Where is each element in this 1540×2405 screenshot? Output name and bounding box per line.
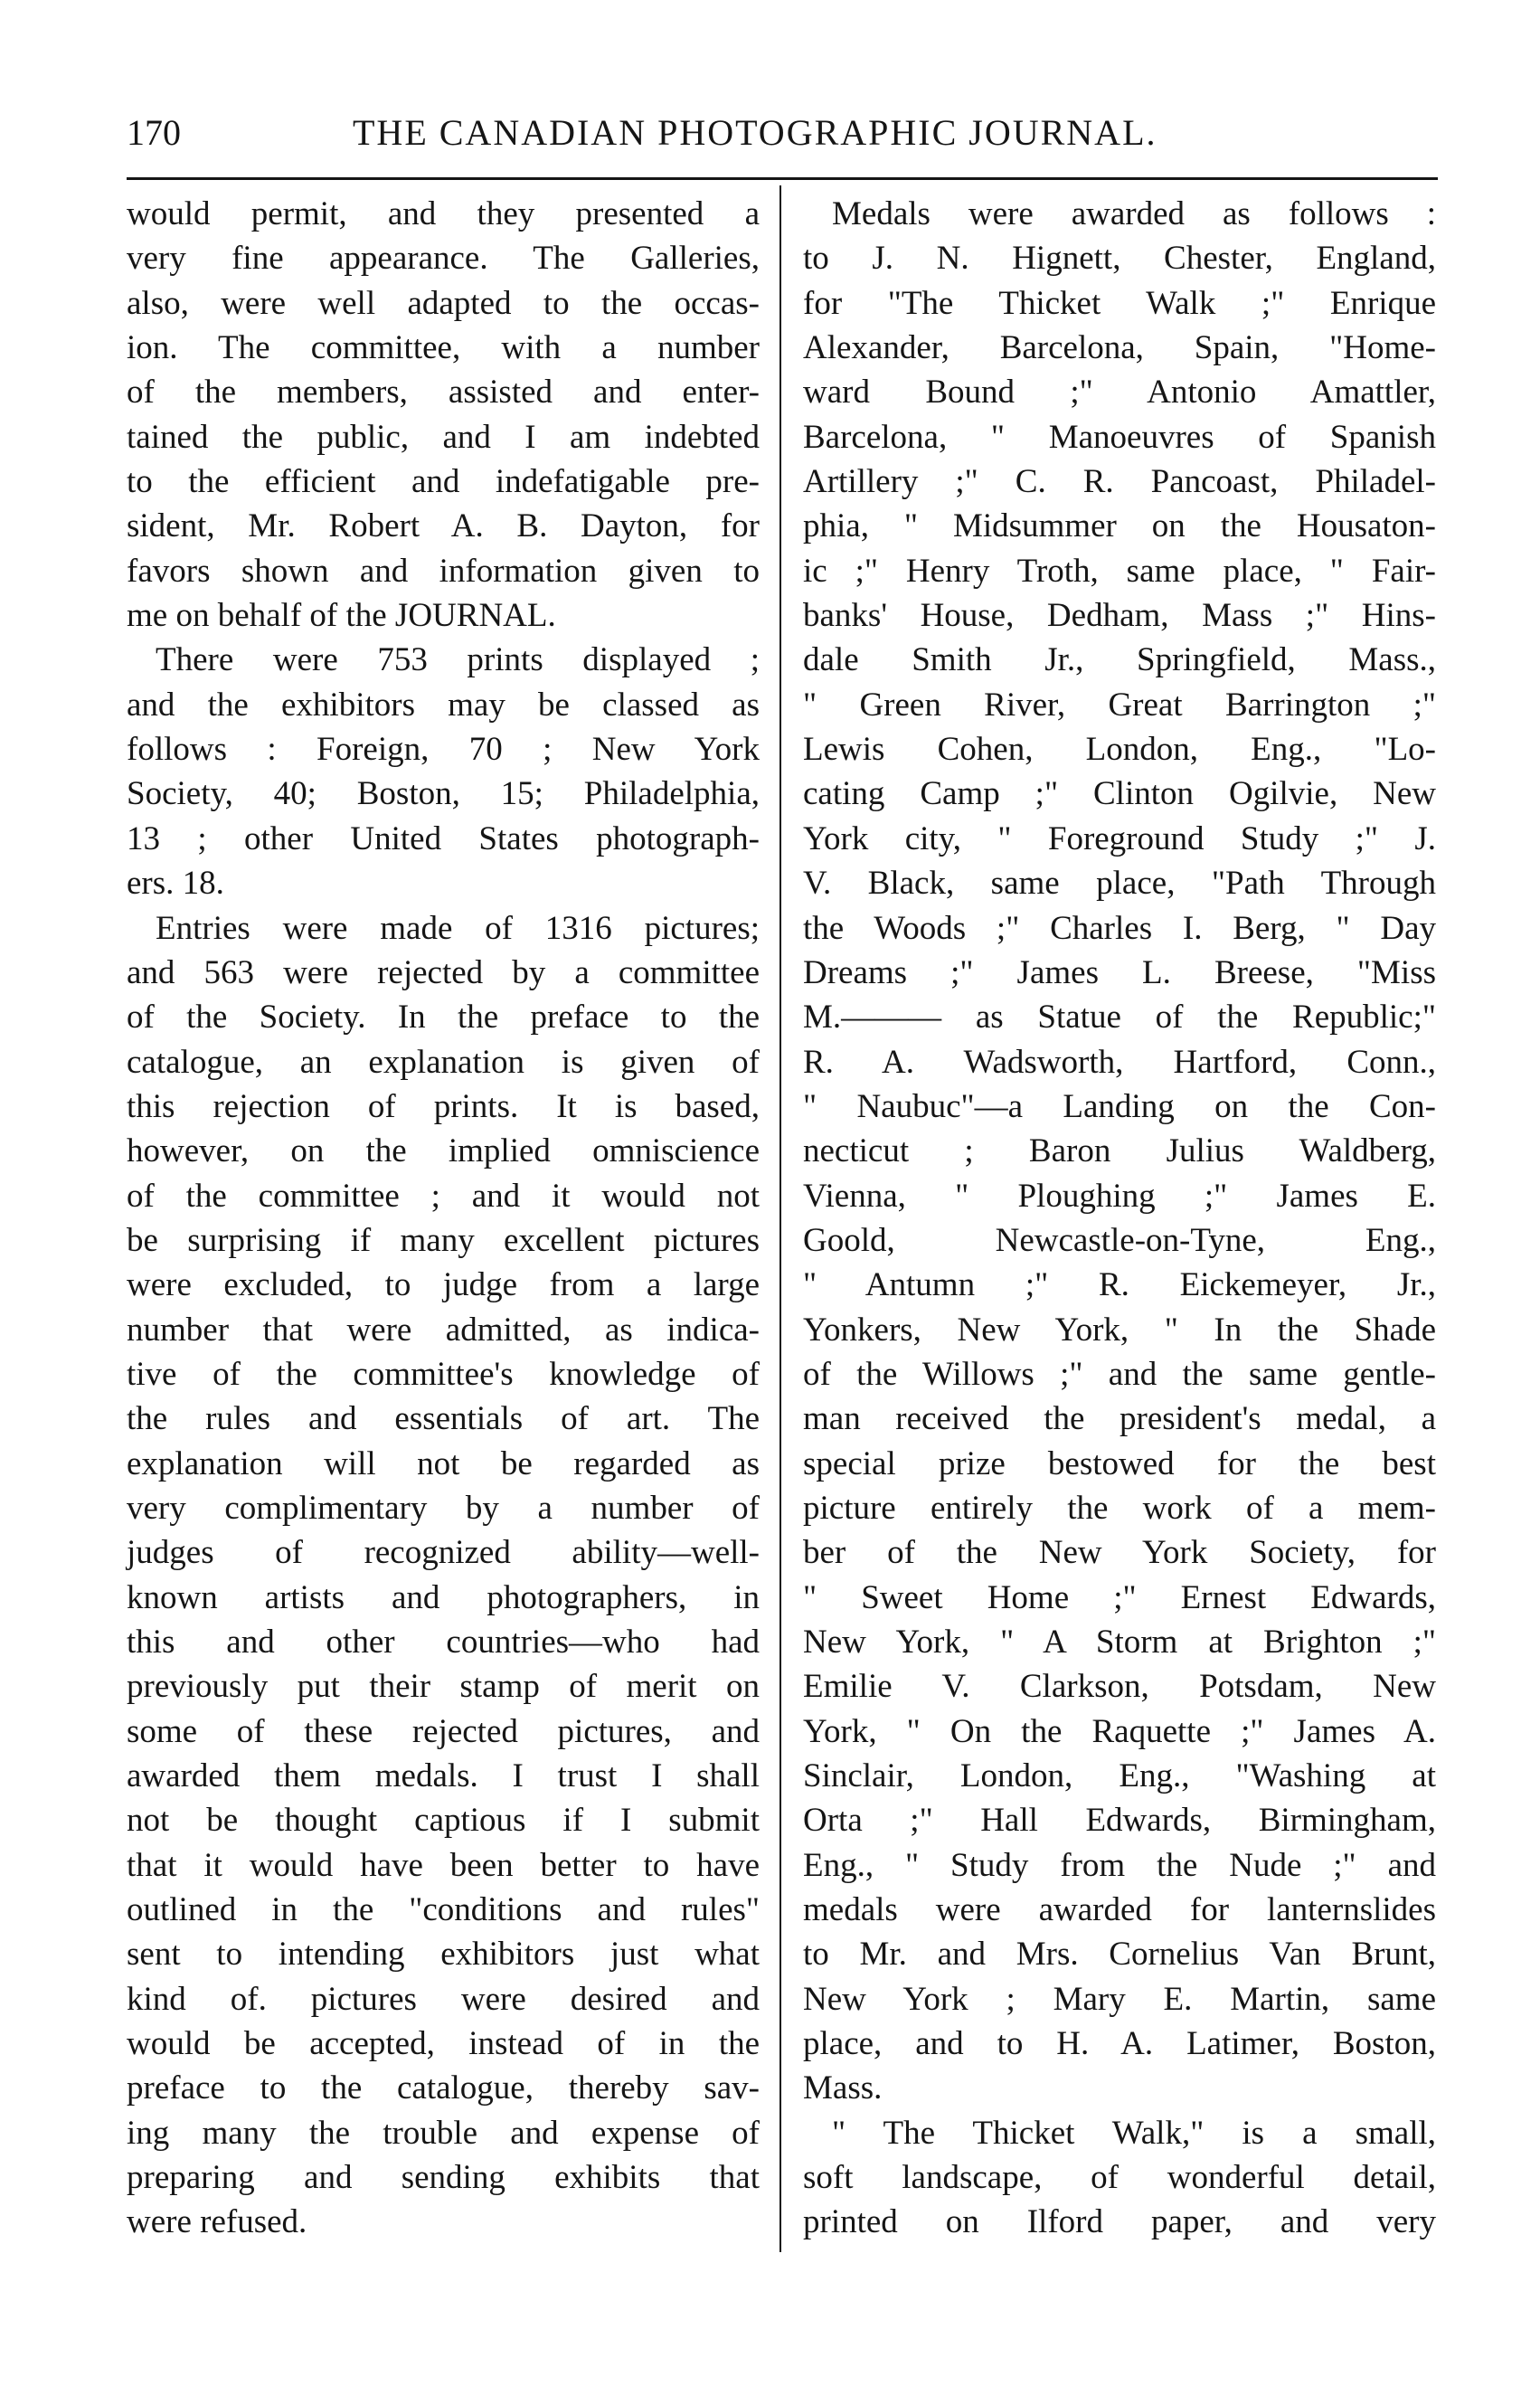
text-line: soft landscape, of wonderful detail,	[803, 2159, 1436, 2197]
text-line: awarded them medals. I trust I shall	[127, 1757, 760, 1795]
text-line: Yonkers, New York, " In the Shade	[803, 1311, 1436, 1349]
text-line: judges of recognized ability—well-	[127, 1534, 760, 1572]
text-line: ers. 18.	[127, 865, 224, 903]
text-line: ion. The committee, with a number	[127, 329, 760, 367]
text-line: tive of the committee's knowledge of	[127, 1355, 760, 1393]
text-line: outlined in the "conditions and rules"	[127, 1891, 760, 1929]
text-line: Vienna, " Ploughing ;" James E.	[803, 1177, 1436, 1215]
text-line: me on behalf of the JOURNAL.	[127, 597, 556, 635]
text-line: Sinclair, London, Eng., "Washing at	[803, 1757, 1436, 1795]
text-line: favors shown and information given to	[127, 552, 760, 590]
text-line: place, and to H. A. Latimer, Boston,	[803, 2025, 1436, 2063]
text-line: necticut ; Baron Julius Waldberg,	[803, 1132, 1436, 1170]
text-line: were excluded, to judge from a large	[127, 1266, 760, 1304]
text-line: also, were well adapted to the occas-	[127, 284, 760, 322]
text-line: not be thought captious if I submit	[127, 1802, 760, 1840]
text-line: " Green River, Great Barrington ;"	[803, 686, 1436, 724]
text-line: follows : Foreign, 70 ; New York	[127, 731, 760, 769]
text-line: special prize bestowed for the best	[803, 1444, 1436, 1482]
text-line: R. A. Wadsworth, Hartford, Conn.,	[803, 1043, 1436, 1081]
text-line: man received the president's medal, a	[803, 1400, 1436, 1438]
text-line: sent to intending exhibitors just what	[127, 1936, 760, 1974]
text-line: would permit, and they presented a	[127, 195, 760, 232]
text-line: New York ; Mary E. Martin, same	[803, 1980, 1436, 2018]
text-line: be surprising if many excellent pictures	[127, 1221, 760, 1259]
text-line: Artillery ;" C. R. Pancoast, Philadel-	[803, 463, 1436, 501]
text-line: M.——— as Statue of the Republic;"	[803, 999, 1436, 1037]
text-line: of the Willows ;" and the same gentle-	[803, 1355, 1436, 1393]
page-number: 170	[127, 112, 181, 153]
text-line: preface to the catalogue, thereby sav-	[127, 2069, 760, 2107]
text-line: ing many the trouble and expense of	[127, 2114, 760, 2152]
text-line: Society, 40; Boston, 15; Philadelphia,	[127, 775, 760, 813]
text-line: medals were awarded for lanternslides	[803, 1891, 1436, 1929]
text-line: dale Smith Jr., Springfield, Mass.,	[803, 641, 1436, 679]
text-line: banks' House, Dedham, Mass ;" Hins-	[803, 597, 1436, 635]
right-column	[803, 192, 1436, 2245]
text-line: tained the public, and I am indebted	[127, 418, 760, 456]
text-line: printed on Ilford paper, and very	[803, 2203, 1436, 2241]
text-line: some of these rejected pictures, and	[127, 1712, 760, 1750]
text-line: preparing and sending exhibits that	[127, 2159, 760, 2197]
text-line: Goold, Newcastle-on-Tyne, Eng.,	[803, 1221, 1436, 1259]
text-line: " Antumn ;" R. Eickemeyer, Jr.,	[803, 1266, 1436, 1304]
text-line: kind of. pictures were desired and	[127, 1980, 760, 2018]
text-line: very fine appearance. The Galleries,	[127, 240, 760, 278]
text-line: V. Black, same place, "Path Through	[803, 865, 1436, 903]
text-line: Lewis Cohen, London, Eng., "Lo-	[803, 731, 1436, 769]
text-line: would be accepted, instead of in the	[127, 2025, 760, 2063]
header-rule	[127, 177, 1438, 180]
text-line: to J. N. Hignett, Chester, England,	[803, 240, 1436, 278]
page-header	[127, 110, 1438, 165]
text-line: for "The Thicket Walk ;" Enrique	[803, 284, 1436, 322]
text-line: number that were admitted, as indica-	[127, 1311, 760, 1349]
text-line: were refused.	[127, 2203, 307, 2241]
text-line: to Mr. and Mrs. Cornelius Van Brunt,	[803, 1936, 1436, 1974]
text-line: however, on the implied omniscience	[127, 1132, 760, 1170]
text-line: that it would have been better to have	[127, 1846, 760, 1884]
text-line: picture entirely the work of a mem-	[803, 1489, 1436, 1527]
text-line: sident, Mr. Robert A. B. Dayton, for	[127, 507, 760, 545]
paragraph-start-line: Entries were made of 1316 pictures;	[156, 909, 760, 947]
text-line: Emilie V. Clarkson, Potsdam, New	[803, 1668, 1436, 1706]
text-line: Alexander, Barcelona, Spain, "Home-	[803, 329, 1436, 367]
running-title: THE CANADIAN PHOTOGRAPHIC JOURNAL.	[353, 112, 1157, 153]
text-line: of the Society. In the preface to the	[127, 999, 760, 1037]
text-line: and 563 were rejected by a committee	[127, 953, 760, 991]
text-line: and the exhibitors may be classed as	[127, 686, 760, 724]
text-line: Mass.	[803, 2069, 883, 2107]
text-line: York, " On the Raquette ;" James A.	[803, 1712, 1436, 1750]
text-line: Barcelona, " Manoeuvres of Spanish	[803, 418, 1436, 456]
text-line: ward Bound ;" Antonio Amattler,	[803, 374, 1436, 412]
paragraph-start-line: " The Thicket Walk," is a small,	[832, 2114, 1436, 2152]
text-line: previously put their stamp of merit on	[127, 1668, 760, 1706]
paragraph-start-line: Medals were awarded as follows :	[832, 195, 1436, 232]
text-line: ber of the New York Society, for	[803, 1534, 1436, 1572]
left-column	[127, 192, 760, 2245]
text-line: Dreams ;" James L. Breese, "Miss	[803, 953, 1436, 991]
text-line: of the committee ; and it would not	[127, 1177, 760, 1215]
text-line: ic ;" Henry Troth, same place, " Fair-	[803, 552, 1436, 590]
text-line: explanation will not be regarded as	[127, 1444, 760, 1482]
text-line: Eng., " Study from the Nude ;" and	[803, 1846, 1436, 1884]
text-line: " Naubuc"—a Landing on the Con-	[803, 1087, 1436, 1125]
text-line: cating Camp ;" Clinton Ogilvie, New	[803, 775, 1436, 813]
text-line: New York, " A Storm at Brighton ;"	[803, 1624, 1436, 1661]
text-line: phia, " Midsummer on the Housaton-	[803, 507, 1436, 545]
text-line: catalogue, an explanation is given of	[127, 1043, 760, 1081]
text-line: the Woods ;" Charles I. Berg, " Day	[803, 909, 1436, 947]
text-line: 13 ; other United States photograph-	[127, 819, 760, 857]
text-line: " Sweet Home ;" Ernest Edwards,	[803, 1578, 1436, 1616]
text-line: of the members, assisted and enter-	[127, 374, 760, 412]
paragraph-start-line: There were 753 prints displayed ;	[156, 641, 760, 679]
column-divider	[779, 185, 781, 2252]
text-line: very complimentary by a number of	[127, 1489, 760, 1527]
text-line: Orta ;" Hall Edwards, Birmingham,	[803, 1802, 1436, 1840]
text-line: to the efficient and indefatigable pre-	[127, 463, 760, 501]
text-line: this and other countries—who had	[127, 1624, 760, 1661]
text-line: known artists and photographers, in	[127, 1578, 760, 1616]
text-line: York city, " Foreground Study ;" J.	[803, 819, 1436, 857]
text-line: the rules and essentials of art. The	[127, 1400, 760, 1438]
text-line: this rejection of prints. It is based,	[127, 1087, 760, 1125]
